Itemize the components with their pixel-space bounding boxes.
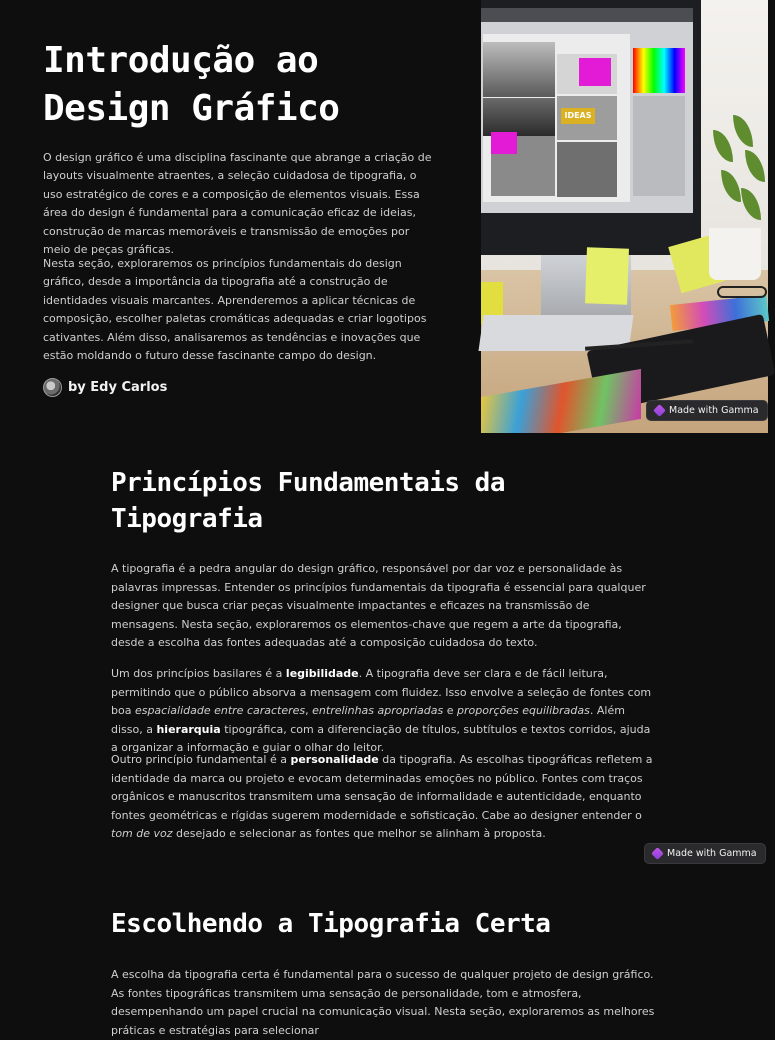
- made-with-gamma-badge[interactable]: [644, 843, 766, 864]
- badge-label: Made with Gamma: [667, 848, 757, 859]
- page-title: [43, 37, 463, 133]
- section-title: Princípios Fundamentais da Tipografia: [111, 468, 505, 534]
- author-byline: [43, 378, 167, 397]
- intro-paragraph-1: O design gráfico é uma disciplina fascinante que abrange a criação de layouts visualmente atraentes, a seleção cuidadosa de tipografia, o uso estratégico de cores e a composição de elementos visuais. Essa área do design é fundamental para a comunicação eficaz de ideias, construção de marcas memoráveis e transmissão de emoções por meio de peças gráficas.: [43, 151, 432, 257]
- app-menu-bar: [481, 8, 693, 22]
- magenta-block: [579, 58, 611, 86]
- potted-plant: [703, 110, 768, 240]
- text-run: tipográfica, com a diferenciação de títulos, subtítulos e textos corridos, ajuda a organizar a informação e guiar o olhar do leitor.: [111, 722, 651, 754]
- color-picker-spectrum: [633, 48, 685, 93]
- italic-term: proporções equilibradas: [457, 704, 590, 717]
- italic-term: espacialidade entre caracteres: [134, 704, 306, 717]
- italic-term: entrelinhas apropriadas: [312, 704, 444, 717]
- sticky-note: [585, 247, 629, 304]
- text-run: e: [443, 704, 458, 717]
- body-paragraph-1: A tipografia é a pedra angular do design gráfico, responsável por dar voz e personalidade às palavras impressas. Entender os princípios fundamentais da tipografia é essencial para qualquer designer que busca criar peças visualmente impactantes e eficazes na transmissão de mensagens. Nesta seção, exploraremos os elementos-chave que regem a arte da tipografia, desde a escolha das fontes adequadas até a composição cuidadosa do texto.: [111, 562, 646, 649]
- text-run: . Além disso, a: [111, 704, 625, 736]
- body-paragraph-3: [111, 751, 656, 844]
- leaf: [733, 115, 753, 147]
- monitor-screen: [481, 8, 693, 213]
- slide-choosing-typography: [0, 870, 768, 1037]
- leaf: [745, 150, 765, 182]
- bold-term-personalidade: personalidade: [290, 753, 379, 766]
- ideas-label: IDEAS: [561, 108, 595, 124]
- computer-monitor: [481, 0, 701, 255]
- photo-tile: [483, 98, 555, 136]
- body-paragraph-2: [111, 665, 656, 758]
- title-line-1: Introdução ao: [43, 40, 319, 81]
- text-run: ,: [305, 704, 313, 717]
- made-with-gamma-badge[interactable]: [646, 400, 768, 421]
- leaf: [713, 130, 733, 162]
- bold-term-legibilidade: legibilidade: [285, 667, 359, 680]
- photo-tile: [557, 142, 617, 197]
- gamma-logo-icon: [653, 404, 666, 417]
- text-run: . A tipografia deve ser clara e de fácil leitura, permitindo que o público absorva a mensagem com fluidez. Isso envolve a seleção de fontes com boa: [111, 667, 652, 717]
- text-run: da tipografia. As escolhas tipográficas refletem a identidade da marca ou projeto e evocam determinadas emoções no público. Fontes com traços orgânicos e manuscritos transmitem uma sensação de informalidade e autenticidade, enquanto fontes geométricas e rígidas sugerem modernidade e sofisticação. Cabe ao designer entender o: [111, 753, 653, 822]
- plant-pot: [709, 228, 761, 280]
- text-run: desejado e selecionar as fontes que melhor se alinham à proposta.: [172, 827, 546, 840]
- slide-typography-principles: [0, 433, 768, 870]
- leaf: [721, 170, 741, 202]
- hero-image-workspace: [481, 0, 768, 433]
- properties-panel: [633, 96, 685, 196]
- text-run: Um dos princípios basilares é a: [111, 667, 286, 680]
- eyeglasses: [717, 286, 767, 298]
- badge-label: Made with Gamma: [669, 405, 759, 416]
- bold-term-hierarquia: hierarquia: [156, 722, 221, 736]
- section-title: Escolhendo a Tipografia Certa: [111, 909, 551, 939]
- photo-tile: [483, 42, 555, 97]
- gamma-logo-icon: [651, 847, 664, 860]
- text-run: Outro princípio fundamental é a: [111, 753, 291, 766]
- avatar: [43, 378, 62, 397]
- design-canvas: [483, 34, 630, 202]
- italic-term: tom de voz: [111, 827, 173, 840]
- slide-intro: [0, 0, 768, 433]
- magenta-block: [491, 132, 517, 154]
- intro-paragraph-2: Nesta seção, exploraremos os princípios fundamentais do design gráfico, desde a importância da tipografia até a construção de identidades visuais marcantes. Aprenderemos a aplicar técnicas de composição, escolher paletas cromáticas adequadas e criar logotipos cativantes. Além disso, analisaremos as tendências e inovações que estão moldando o futuro desse fascinante campo do design.: [43, 257, 427, 363]
- leaf: [741, 188, 761, 220]
- author-name: by Edy Carlos: [68, 380, 168, 395]
- body-paragraph-1: A escolha da tipografia certa é fundamental para o sucesso de qualquer projeto de design gráfico. As fontes tipográficas transmitem uma sensação de personalidade, tom e atmosfera, desempenhando um papel crucial na comunicação visual. Nesta seção, exploraremos as melhores práticas e estratégias para selecionar: [111, 968, 655, 1037]
- title-line-2: Design Gráfico: [43, 88, 340, 129]
